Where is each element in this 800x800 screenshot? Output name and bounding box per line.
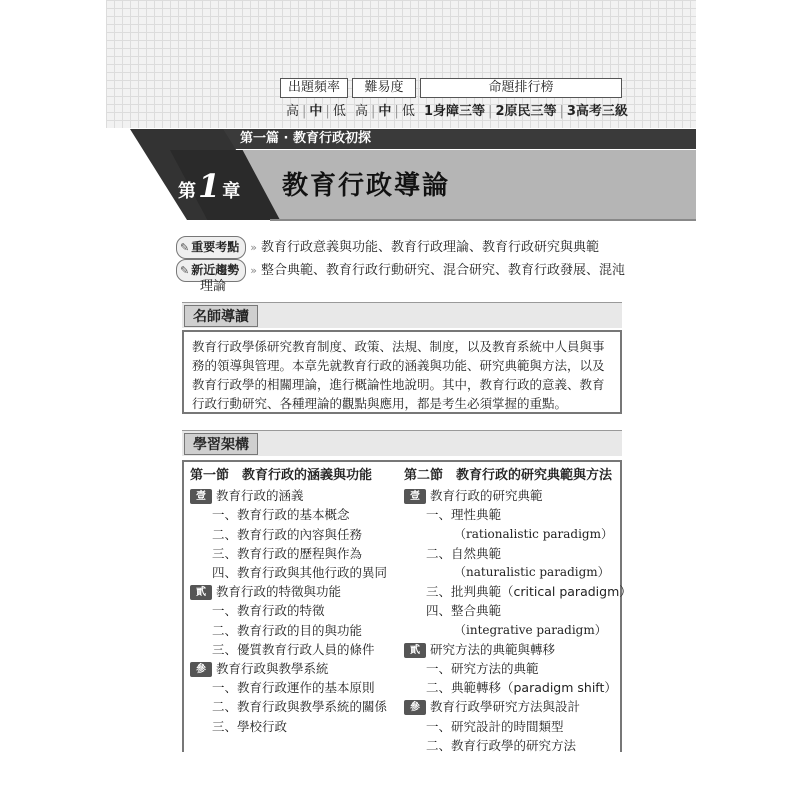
outline-item: 三、學校行政 [212, 718, 288, 734]
outline-english-term: （integrative paradigm） [454, 622, 607, 637]
ordinal-badge: 壹 [190, 489, 212, 504]
section-title: 第一節 教育行政的涵義與功能 [190, 468, 373, 483]
outline-heading [404, 486, 632, 505]
part-title: 第一篇 · 教育行政初探 [172, 129, 696, 149]
teacher-guide-line: 務的領導與管理。本章先就教育行政的涵義與功能、研究典範與方法，以及 [192, 358, 605, 373]
ordinal-badge: 參 [190, 662, 212, 677]
outline-heading-text: 教育行政與教學系統 [216, 661, 329, 677]
outline-heading [190, 582, 387, 601]
framework-label: 學習架構 [184, 433, 258, 455]
outline-heading [404, 697, 632, 716]
ordinal-badge: 貳 [404, 643, 426, 658]
chapter-underline [270, 219, 696, 221]
outline-heading [190, 659, 387, 678]
teacher-guide-header [182, 302, 622, 328]
ordinal-badge: 貳 [190, 585, 212, 600]
outline-item: 二、教育行政與教學系統的關係 [212, 699, 388, 715]
double-arrow-icon: » [250, 241, 257, 254]
trends-text: 整合典範、教育行政行動研究、混合研究、教育行政發展、混沌 [260, 263, 625, 278]
frequency-label: 出題頻率 [280, 78, 348, 98]
outline-heading-text: 教育行政的研究典範 [430, 488, 543, 504]
ranking-label: 命題排行榜 [420, 78, 622, 98]
trends [176, 259, 625, 282]
outline-item: 一、教育行政的特徵 [212, 603, 325, 619]
framework-header [182, 430, 622, 456]
teacher-guide-label: 名師導讀 [184, 305, 258, 327]
outline-heading-text: 教育行政學研究方法與設計 [430, 699, 581, 715]
outline-item: 四、教育行政與其他行政的異同 [212, 565, 388, 581]
outline-item: 二、教育行政學的研究方法 [426, 737, 577, 753]
difficulty-label: 難易度 [352, 78, 416, 98]
outline-item: 一、教育行政運作的基本原則 [212, 680, 375, 696]
chapter-title: 教育行政導論 [282, 171, 451, 201]
outline-english-term: （naturalistic paradigm） [454, 565, 610, 580]
outline-item: 四、整合典範 [426, 603, 502, 619]
outline-item: 三、批判典範（critical paradigm） [426, 584, 632, 600]
outline-item: 一、研究設計的時間類型 [426, 718, 564, 734]
teacher-guide-box [182, 330, 622, 414]
ordinal-badge: 壹 [404, 489, 426, 504]
outline-heading-text: 教育行政的特徵與功能 [216, 584, 342, 600]
teacher-guide-line: 教育行政學係研究教育制度、政策、法規、制度，以及教育系統中人員與事 [192, 339, 605, 354]
double-arrow-icon: » [250, 264, 257, 277]
ordinal-badge: 參 [404, 700, 426, 715]
key-points-text: 教育行政意義與功能、教育行政理論、教育行政研究與典範 [260, 240, 599, 255]
key-points-tag: ✎ 重要考點 [176, 236, 246, 259]
outline-heading [404, 640, 632, 659]
pen-icon: ✎ [180, 241, 190, 254]
difficulty-values: 高 | 中 | 低 [355, 104, 415, 119]
outline-item: 二、典範轉移（paradigm shift） [426, 680, 617, 696]
outline-heading-text: 教育行政的涵義 [216, 488, 304, 504]
outline-item: 二、自然典範 [426, 545, 502, 561]
frequency-values: 高 | 中 | 低 [286, 104, 346, 119]
section-title: 第二節 教育行政的研究典範與方法 [404, 468, 613, 483]
outline-item: 一、理性典範 [426, 507, 502, 523]
teacher-guide-line: 行政行動研究、各種理論的觀點與應用，都是考生必須掌握的重點。 [192, 396, 568, 411]
outline-item: 一、教育行政的基本概念 [212, 507, 350, 523]
framework-left-column [190, 466, 387, 736]
ranking-values: 1身障三等 | 2原民三等 | 3高考三級 [424, 104, 628, 119]
key-points [176, 236, 599, 259]
pen-icon: ✎ [180, 264, 190, 277]
trends-text-continued: 理論 [200, 279, 227, 294]
outline-item: 三、優質教育行政人員的條件 [212, 641, 375, 657]
trends-tag: ✎ 新近趨勢 [176, 259, 246, 282]
framework-right-column [404, 466, 632, 755]
outline-item: 二、教育行政的內容與任務 [212, 526, 363, 542]
outline-item: 二、教育行政的目的與功能 [212, 622, 363, 638]
outline-heading-text: 研究方法的典範與轉移 [430, 641, 556, 657]
chapter-number: 第1 章 [178, 167, 241, 205]
teacher-guide-line: 教育行政學的相關理論，進行概論性地說明。其中，教育行政的意義、教育 [192, 377, 605, 392]
outline-heading [190, 486, 387, 505]
outline-english-term: （rationalistic paradigm） [454, 526, 613, 541]
outline-item: 三、教育行政的歷程與作為 [212, 545, 363, 561]
outline-item: 一、研究方法的典範 [426, 661, 539, 677]
